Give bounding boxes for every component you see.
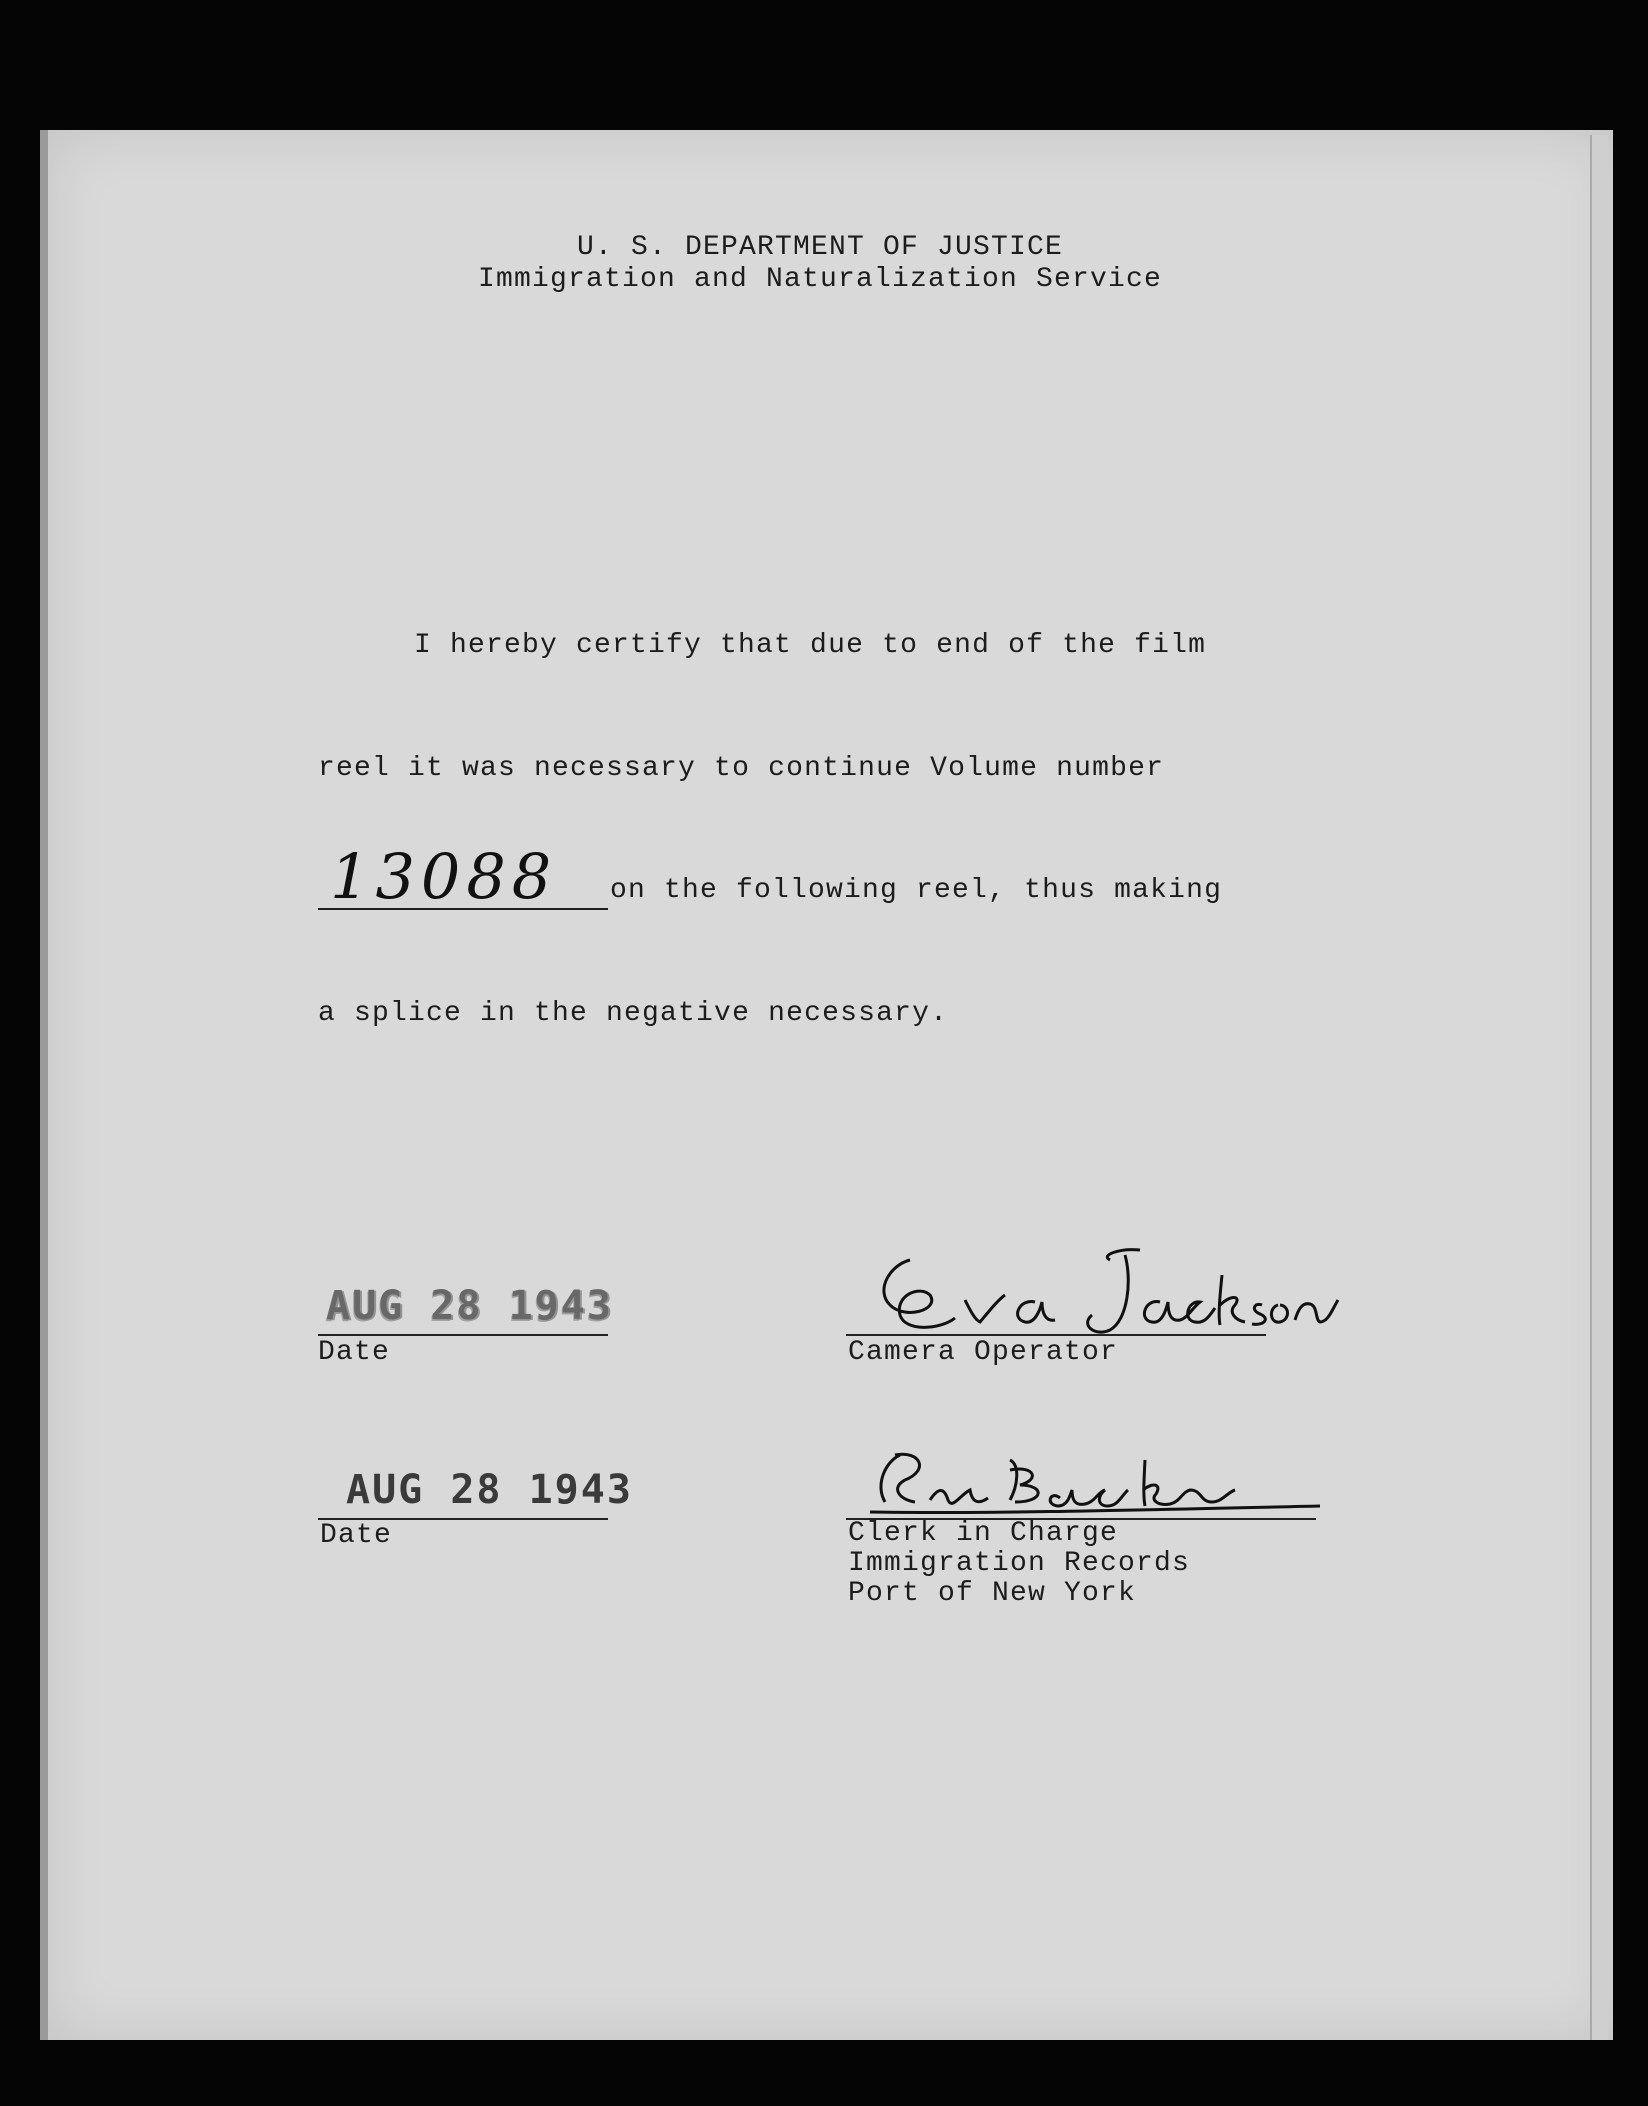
date-line-1: [318, 1334, 608, 1336]
camera-operator-label: Camera Operator: [848, 1337, 1119, 1368]
date-label-2: Date: [320, 1520, 393, 1551]
camera-operator-line: [846, 1334, 1266, 1336]
body-line-2: reel it was necessary to continue Volume number: [318, 753, 1165, 784]
header-department: U. S. DEPARTMENT OF JUSTICE: [576, 232, 1064, 263]
clerk-title-line-3: Port of New York: [848, 1578, 1137, 1609]
date-stamp-2: AUG 28 1943: [346, 1467, 633, 1513]
document-page: [40, 130, 1613, 2040]
body-line-1: I hereby certify that due to end of the film: [414, 630, 1207, 661]
clerk-title-line-1: Clerk in Charge: [848, 1518, 1119, 1549]
date-label-1: Date: [318, 1337, 391, 1368]
volume-number-handwritten: 13088: [330, 840, 558, 913]
header-service: Immigration and Naturalization Service: [477, 264, 1163, 295]
page-edge: [1590, 135, 1608, 2040]
clerk-title-line-2: Immigration Records: [848, 1548, 1191, 1579]
body-line-3: on the following reel, thus making: [610, 875, 1223, 906]
camera-operator-signature: [870, 1240, 1340, 1340]
date-stamp-1: AUG 28 1943: [326, 1283, 613, 1329]
clerk-signature: [860, 1440, 1330, 1530]
volume-number-line: [318, 908, 608, 910]
body-line-4: a splice in the negative necessary.: [318, 998, 949, 1029]
